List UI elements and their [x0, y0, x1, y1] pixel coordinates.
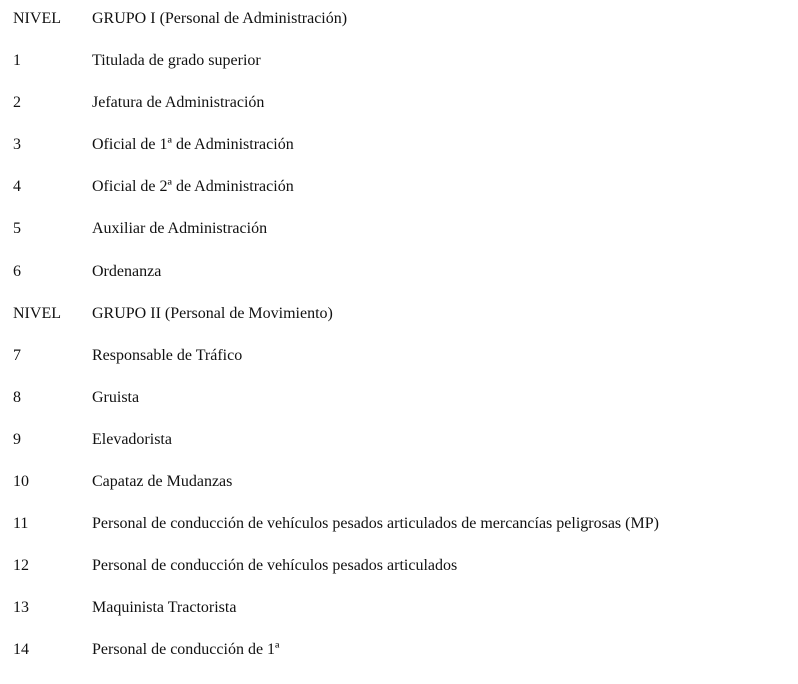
level-header: NIVEL: [13, 10, 61, 27]
table-row: [13, 136, 793, 178]
category-cell: Personal de conducción de vehículos pesados articulados de mercancías peligrosas (MP): [92, 515, 659, 533]
level-header: NIVEL: [13, 304, 61, 322]
table-row: [13, 599, 793, 641]
category-cell: Oficial de 1ª de Administración: [92, 136, 294, 154]
category-cell: Auxiliar de Administración: [92, 220, 268, 238]
category-cell: Personal de conducción de 1ª: [92, 641, 280, 659]
level-cell: 9: [13, 430, 21, 448]
table-row: [13, 263, 793, 305]
level-cell: 3: [13, 136, 21, 154]
group-title: GRUPO II (Personal de Movimiento): [92, 304, 333, 322]
level-cell: 1: [13, 52, 21, 70]
level-cell: 7: [13, 346, 21, 364]
group-header-row: [13, 305, 793, 347]
category-cell: Elevadorista: [92, 430, 172, 448]
level-cell: 6: [13, 262, 21, 280]
group-title: GRUPO I (Personal de Administración): [92, 10, 348, 27]
table-row: [13, 473, 793, 515]
level-cell: 4: [13, 178, 21, 196]
category-cell: Responsable de Tráfico: [92, 346, 243, 364]
category-cell: Personal de conducción de vehículos pesados articulados: [92, 557, 458, 575]
table-row: [13, 389, 793, 431]
category-cell: Ordenanza: [92, 262, 162, 280]
category-table: [13, 10, 793, 684]
table-row: [13, 220, 793, 262]
level-cell: 2: [13, 94, 21, 112]
table-row: [13, 347, 793, 389]
category-cell: Capataz de Mudanzas: [92, 473, 233, 491]
category-cell: Oficial de 2ª de Administración: [92, 178, 294, 196]
table-row: [13, 641, 793, 683]
table-row: [13, 431, 793, 473]
level-cell: 12: [13, 557, 29, 575]
category-cell: Titulada de grado superior: [92, 52, 261, 70]
level-cell: 10: [13, 473, 29, 491]
level-cell: 8: [13, 388, 21, 406]
category-cell: Maquinista Tractorista: [92, 599, 237, 617]
table-row: [13, 178, 793, 220]
group-header-row: [13, 10, 793, 52]
table-row: [13, 557, 793, 599]
level-cell: 5: [13, 220, 21, 238]
level-cell: 13: [13, 599, 29, 617]
level-cell: 14: [13, 641, 29, 659]
table-row: [13, 94, 793, 136]
level-cell: 11: [13, 515, 29, 533]
table-row: [13, 52, 793, 94]
table-row: [13, 515, 793, 557]
category-cell: Gruista: [92, 388, 140, 406]
category-cell: Jefatura de Administración: [92, 94, 265, 112]
